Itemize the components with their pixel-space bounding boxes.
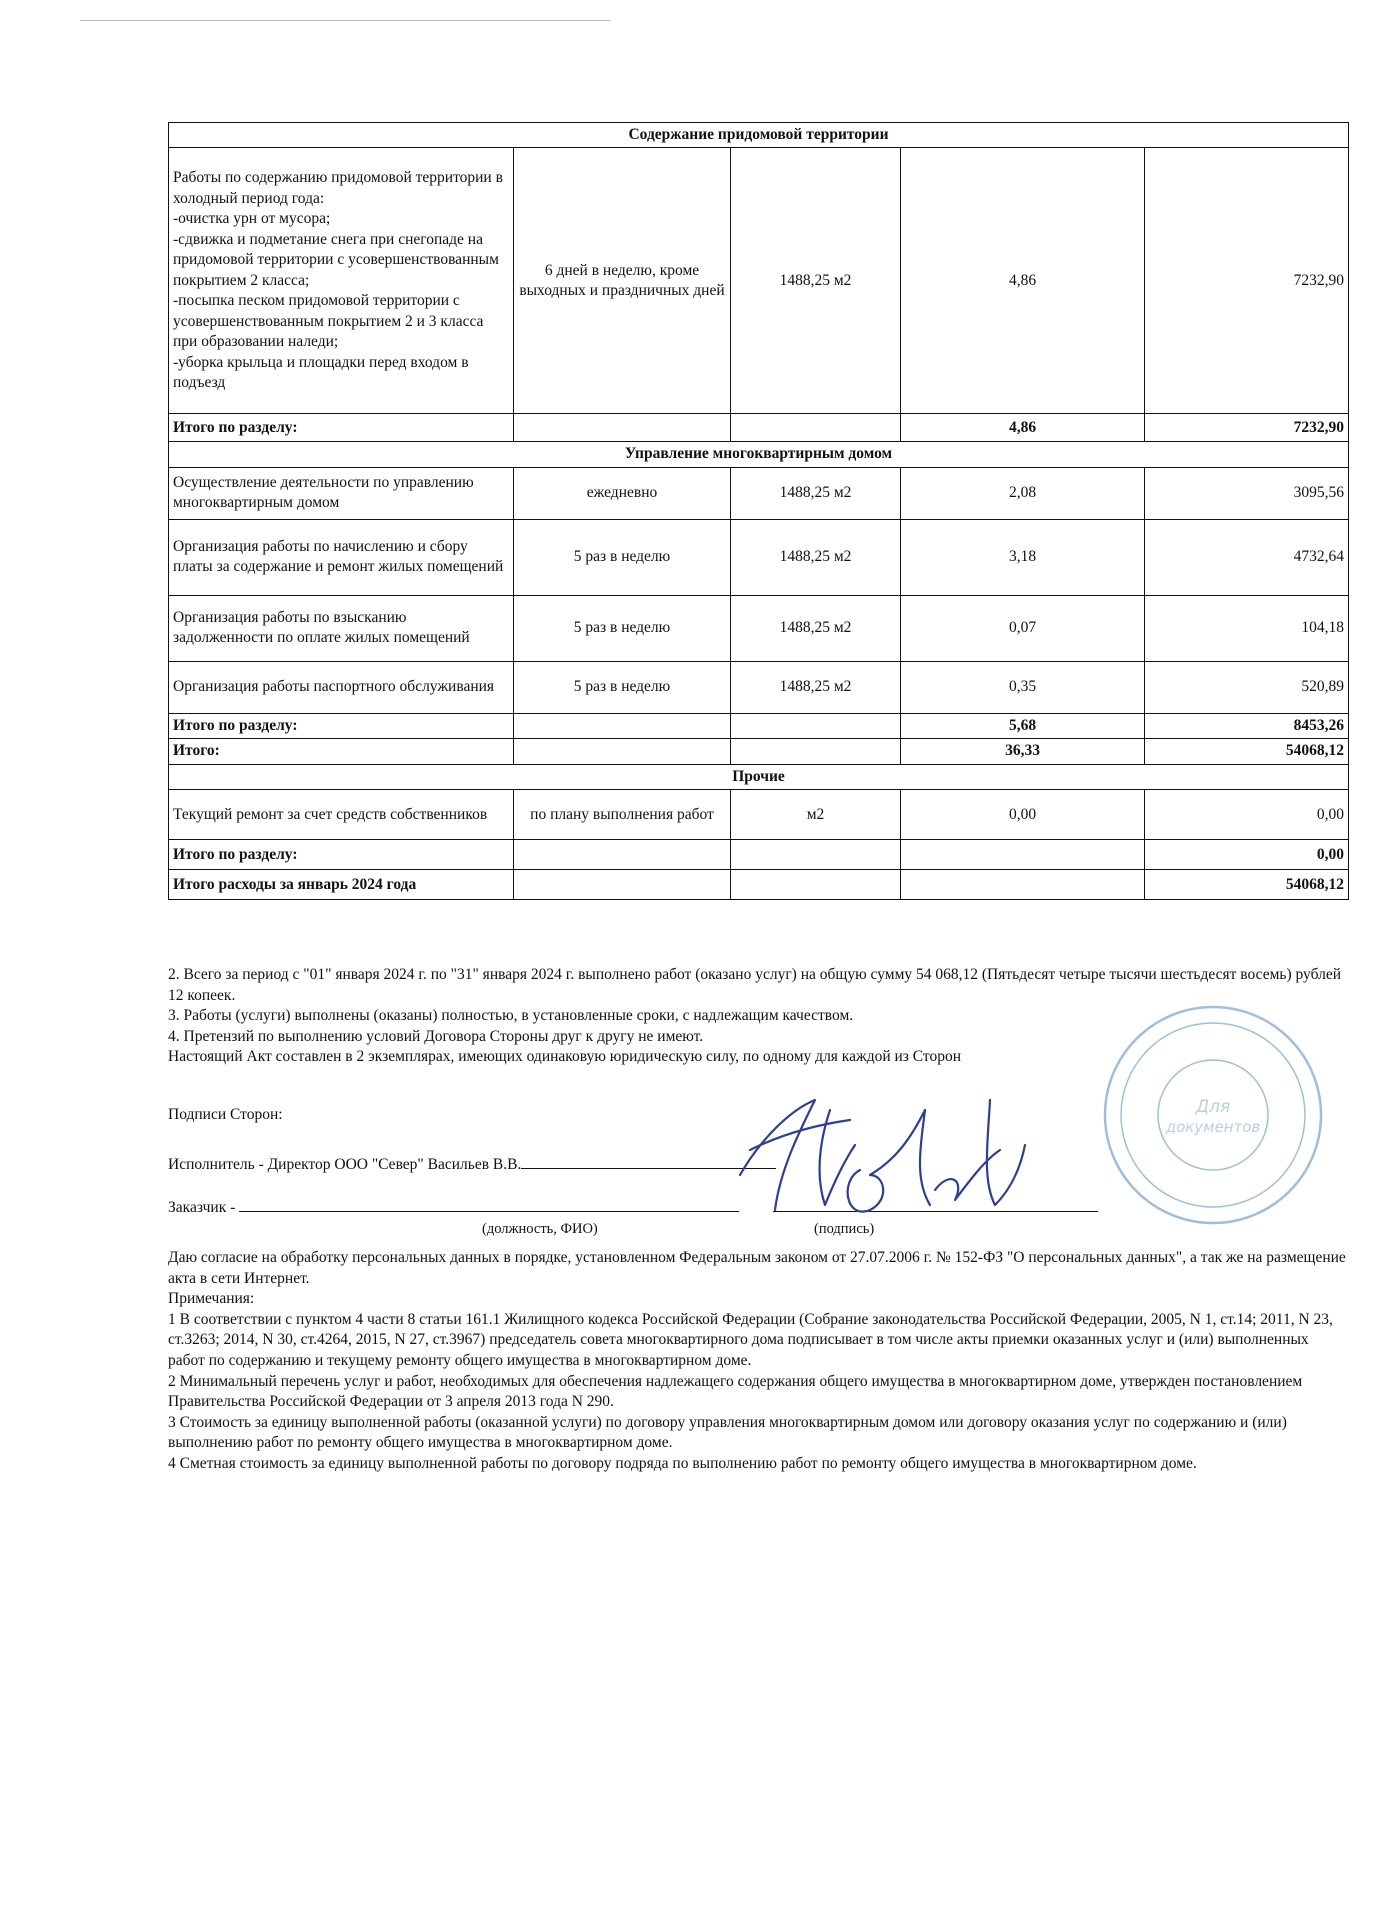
executor-label: Исполнитель - Директор ООО "Север" Васильев В.В.	[168, 1156, 522, 1173]
total-cost: 8453,26	[1145, 713, 1349, 738]
section-header-other	[169, 764, 1349, 789]
section-total-row	[169, 414, 1349, 442]
table-row	[169, 661, 1349, 713]
service-rate: 4,86	[901, 148, 1145, 414]
signatures-heading: Подписи Сторон:	[168, 1106, 283, 1123]
service-rate: 2,08	[901, 467, 1145, 519]
note-quality: 3. Работы (услуги) выполнены (оказаны) полностью, в установленные сроки, с надлежащим качеством.	[168, 1007, 854, 1025]
company-stamp	[1098, 1000, 1328, 1230]
service-rate: 0,35	[901, 661, 1145, 713]
service-name: Организация работы паспортного обслуживания	[169, 661, 514, 713]
total-cost: 54068,12	[1145, 739, 1349, 764]
service-cost: 104,18	[1145, 595, 1349, 661]
remark-2: 2 Минимальный перечень услуг и работ, необходимых для обеспечения надлежащего содержания общего имущества в многоквартирном доме, утвержден постановлением Правительства Российской Федерации от 3 апреля 2013 года N 290.	[168, 1372, 1303, 1411]
note-copies: Настоящий Акт составлен в 2 экземплярах, имеющих одинаковую юридическую силу, по одному для каждой из Сторон	[168, 1048, 962, 1066]
service-cost: 0,00	[1145, 790, 1349, 840]
service-frequency: 5 раз в неделю	[514, 595, 731, 661]
service-frequency: 6 дней в неделю, кроме выходных и праздничных дней	[514, 148, 731, 414]
service-cost: 3095,56	[1145, 467, 1349, 519]
note-total-sum: 2. Всего за период с "01" января 2024 г. по "31" января 2024 г. выполнено работ (оказано услуг) на общую сумму 54 068,12 (Пятьдесят четыре тысячи шестьдесят восемь) рублей 12 копеек.	[168, 966, 1341, 1004]
scan-top-rule	[80, 20, 610, 21]
service-frequency: 5 раз в неделю	[514, 661, 731, 713]
total-rate: 36,33	[901, 739, 1145, 764]
section-total-row	[169, 713, 1349, 738]
service-name: Текущий ремонт за счет средств собственников	[169, 790, 514, 840]
service-area: 1488,25 м2	[731, 661, 901, 713]
total-label: Итого:	[169, 739, 514, 764]
service-area: 1488,25 м2	[731, 467, 901, 519]
total-label: Итого расходы за январь 2024 года	[169, 870, 514, 900]
section-title: Прочие	[169, 764, 1349, 789]
note-no-claims: 4. Претензий по выполнению условий Договора Стороны друг к другу не имеют.	[168, 1027, 704, 1045]
legal-notes	[168, 1248, 1348, 1475]
customer-position-blank	[239, 1196, 739, 1212]
total-label: Итого по разделу:	[169, 414, 514, 442]
table-row	[169, 790, 1349, 840]
caption-position: (должность, ФИО)	[482, 1221, 598, 1237]
service-area: 1488,25 м2	[731, 519, 901, 595]
services-table	[168, 122, 1349, 900]
remark-3: 3 Стоимость за единицу выполненной работы (оказанной услуги) по договору управления многоквартирным домом или договору оказания услуг по содержанию и (или) выполнению работ по ремонту общего имущества в многоквартирном доме.	[168, 1413, 1287, 1452]
total-label: Итого по разделу:	[169, 713, 514, 738]
total-rate: 4,86	[901, 414, 1145, 442]
svg-text:документов: документов	[1165, 1118, 1261, 1136]
executor-signature-line	[168, 1153, 776, 1174]
caption-sign: (подпись)	[814, 1221, 875, 1237]
service-cost: 520,89	[1145, 661, 1349, 713]
section-header-management	[169, 442, 1349, 467]
remarks-heading: Примечания:	[168, 1290, 255, 1308]
service-area: 1488,25 м2	[731, 595, 901, 661]
section-total-row	[169, 840, 1349, 870]
total-cost: 0,00	[1145, 840, 1349, 870]
service-area: 1488,25 м2	[731, 148, 901, 414]
remark-1: 1 В соответствии с пунктом 4 части 8 статьи 161.1 Жилищного кодекса Российской Федерации (Собрание законодательства Российской Федерации, 2005, N 1, ст.14; 2011, N 23, ст.3263; 2014, N 30, ст.4264, 2015, N 27, ст.3967) председатель совета многоквартирного дома подписывает в том числе акты приемки оказанных услуг и (или) выполненных работ по содержанию и текущему ремонту общего имущества в многоквартирном доме.	[168, 1310, 1333, 1370]
service-area: м2	[731, 790, 901, 840]
service-name: Организация работы по начислению и сбору платы за содержание и ремонт жилых помещений	[169, 519, 514, 595]
table-row	[169, 467, 1349, 519]
service-frequency: 5 раз в неделю	[514, 519, 731, 595]
table-row	[169, 519, 1349, 595]
handwritten-signature	[720, 1080, 1050, 1230]
service-cost: 7232,90	[1145, 148, 1349, 414]
service-rate: 3,18	[901, 519, 1145, 595]
service-name: Работы по содержанию придомовой территории в холодный период года: -очистка урн от мусора; -сдвижка и подметание снега при снегопаде на придомовой территории с усовершенствованным покрытием 2 класса; -посыпка песком придомовой территории с усовершенствованным покрытием 2 и 3 класса при образовании наледи; -уборка крыльца и площадки перед входом в подъезд	[169, 148, 514, 414]
service-frequency: ежедневно	[514, 467, 731, 519]
service-rate: 0,07	[901, 595, 1145, 661]
service-name: Организация работы по взысканию задолженности по оплате жилых помещений	[169, 595, 514, 661]
section-header-territory	[169, 123, 1349, 148]
service-name: Осуществление деятельности по управлению многоквартирным домом	[169, 467, 514, 519]
total-label: Итого по разделу:	[169, 840, 514, 870]
grand-total-row	[169, 739, 1349, 764]
customer-label: Заказчик -	[168, 1199, 236, 1216]
table-row	[169, 595, 1349, 661]
service-cost: 4732,64	[1145, 519, 1349, 595]
svg-text:Для: Для	[1195, 1097, 1231, 1117]
table-row	[169, 148, 1349, 414]
january-total-row	[169, 870, 1349, 900]
total-cost: 7232,90	[1145, 414, 1349, 442]
total-cost: 54068,12	[1145, 870, 1349, 900]
total-rate: 5,68	[901, 713, 1145, 738]
section-title: Управление многоквартирным домом	[169, 442, 1349, 467]
service-rate: 0,00	[901, 790, 1145, 840]
service-frequency: по плану выполнения работ	[514, 790, 731, 840]
remark-4: 4 Сметная стоимость за единицу выполненной работы по договору подряда по выполнению работ по ремонту общего имущества в многоквартирном доме.	[168, 1455, 1197, 1473]
consent-text: Даю согласие на обработку персональных данных в порядке, установленном Федеральным законом от 27.07.2006 г. № 152-ФЗ "О персональных данных", а так же на размещение акта в сети Интернет.	[168, 1249, 1346, 1287]
section-title: Содержание придомовой территории	[169, 123, 1349, 148]
